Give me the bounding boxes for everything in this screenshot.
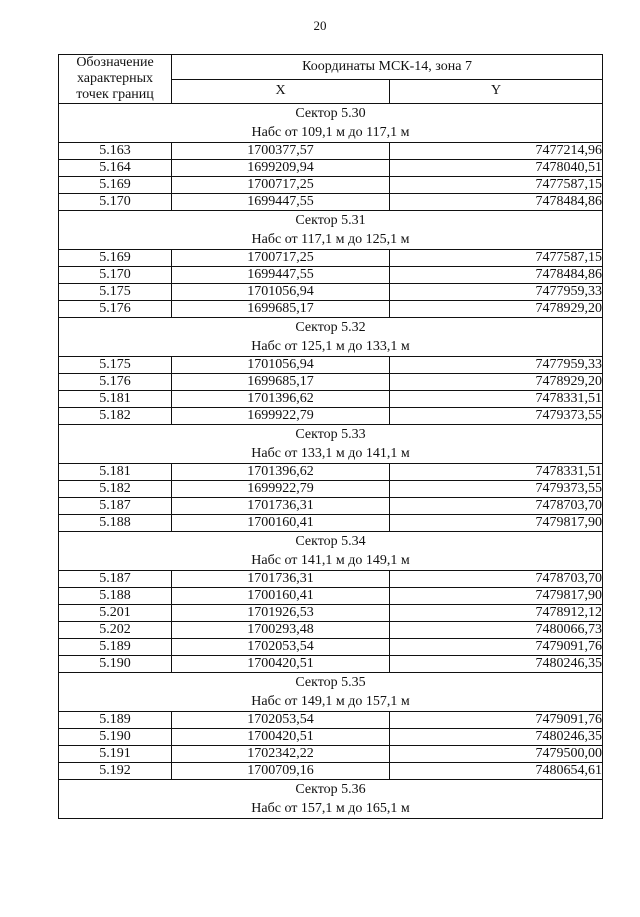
x-coordinate-cell: 1699209,94: [172, 160, 390, 177]
point-designation-cell: 5.170: [59, 194, 172, 211]
sector-header: [59, 104, 603, 143]
sector-height-range: Набс от 149,1 м до 157,1 м: [251, 694, 410, 709]
table-row: [59, 464, 603, 481]
table-row: [59, 763, 603, 780]
table-row: [59, 160, 603, 177]
sector-header: [59, 211, 603, 250]
x-coordinate-cell: 1700377,57: [172, 143, 390, 160]
y-coordinate-cell: 7478040,51: [390, 160, 603, 177]
point-designation-cell: 5.190: [59, 656, 172, 673]
x-coordinate-cell: 1700709,16: [172, 763, 390, 780]
y-coordinate-cell: 7477587,15: [390, 177, 603, 194]
table-row: [59, 143, 603, 160]
sector-height-range: Набс от 117,1 м до 125,1 м: [251, 232, 410, 247]
sector-title: Сектор 5.36: [295, 782, 366, 797]
sector-header: [59, 780, 603, 819]
point-designation-cell: 5.201: [59, 605, 172, 622]
point-designation-cell: 5.181: [59, 464, 172, 481]
x-coordinate-cell: 1700160,41: [172, 588, 390, 605]
y-coordinate-cell: 7478703,70: [390, 498, 603, 515]
table-row: [59, 588, 603, 605]
x-coordinate-cell: 1702053,54: [172, 639, 390, 656]
point-designation-cell: 5.187: [59, 498, 172, 515]
table-row: [59, 284, 603, 301]
sector-title: Сектор 5.35: [295, 675, 366, 690]
y-coordinate-cell: 7478331,51: [390, 464, 603, 481]
x-coordinate-cell: 1700717,25: [172, 177, 390, 194]
point-designation-cell: 5.192: [59, 763, 172, 780]
coordinates-table: [58, 54, 603, 819]
point-designation-cell: 5.175: [59, 357, 172, 374]
y-column-header: Y: [390, 79, 603, 104]
table-row: [59, 515, 603, 532]
table-row: [59, 391, 603, 408]
point-designation-cell: 5.169: [59, 177, 172, 194]
point-designation-cell: 5.175: [59, 284, 172, 301]
table-row: [59, 498, 603, 515]
y-coordinate-cell: 7477587,15: [390, 250, 603, 267]
table-row: [59, 639, 603, 656]
x-coordinate-cell: 1702342,22: [172, 746, 390, 763]
y-coordinate-cell: 7478484,86: [390, 194, 603, 211]
point-designation-cell: 5.188: [59, 515, 172, 532]
x-coordinate-cell: 1702053,54: [172, 712, 390, 729]
sector-title: Сектор 5.34: [295, 534, 366, 549]
table-row: [59, 729, 603, 746]
table-row: [59, 481, 603, 498]
y-coordinate-cell: 7477214,96: [390, 143, 603, 160]
sector-height-range: Набс от 125,1 м до 133,1 м: [251, 339, 410, 354]
table-row: [59, 656, 603, 673]
point-designation-cell: 5.188: [59, 588, 172, 605]
y-coordinate-cell: 7479373,55: [390, 408, 603, 425]
x-coordinate-cell: 1699685,17: [172, 301, 390, 318]
point-designation-cell: 5.182: [59, 481, 172, 498]
point-designation-cell: 5.187: [59, 571, 172, 588]
y-coordinate-cell: 7480654,61: [390, 763, 603, 780]
table-row: [59, 605, 603, 622]
sector-header-row: [59, 532, 603, 571]
y-coordinate-cell: 7478929,20: [390, 374, 603, 391]
y-coordinate-cell: 7480246,35: [390, 729, 603, 746]
x-coordinate-cell: 1701736,31: [172, 498, 390, 515]
x-coordinate-cell: 1701926,53: [172, 605, 390, 622]
table-row: [59, 267, 603, 284]
table-row: [59, 374, 603, 391]
x-column-header: X: [172, 79, 390, 104]
table-row: [59, 301, 603, 318]
table-row: [59, 746, 603, 763]
x-coordinate-cell: 1700420,51: [172, 656, 390, 673]
table-row: [59, 712, 603, 729]
header-row: [59, 55, 603, 80]
sector-header-row: [59, 104, 603, 143]
y-coordinate-cell: 7479091,76: [390, 639, 603, 656]
table-row: [59, 571, 603, 588]
x-coordinate-cell: 1699922,79: [172, 408, 390, 425]
y-coordinate-cell: 7479817,90: [390, 515, 603, 532]
y-coordinate-cell: 7480246,35: [390, 656, 603, 673]
x-coordinate-cell: 1701056,94: [172, 357, 390, 374]
sector-title: Сектор 5.31: [295, 213, 366, 228]
y-coordinate-cell: 7478484,86: [390, 267, 603, 284]
page-number: 20: [313, 18, 327, 33]
point-designation-cell: 5.189: [59, 639, 172, 656]
sector-title: Сектор 5.33: [295, 427, 366, 442]
point-designation-cell: 5.170: [59, 267, 172, 284]
sector-title: Сектор 5.30: [295, 106, 366, 121]
x-coordinate-cell: 1701396,62: [172, 391, 390, 408]
y-coordinate-cell: 7478912,12: [390, 605, 603, 622]
y-coordinate-cell: 7479817,90: [390, 588, 603, 605]
y-coordinate-cell: 7478331,51: [390, 391, 603, 408]
point-designation-cell: 5.181: [59, 391, 172, 408]
table-row: [59, 357, 603, 374]
table-row: [59, 622, 603, 639]
sector-header: [59, 673, 603, 712]
point-designation-cell: 5.182: [59, 408, 172, 425]
point-designation-cell: 5.189: [59, 712, 172, 729]
y-coordinate-cell: 7479500,00: [390, 746, 603, 763]
sector-height-range: Набс от 133,1 м до 141,1 м: [251, 446, 410, 461]
point-designation-cell: 5.191: [59, 746, 172, 763]
coordinates-system-header: Координаты МСК-14, зона 7: [172, 55, 603, 80]
point-designation-cell: 5.190: [59, 729, 172, 746]
sector-header: [59, 532, 603, 571]
x-coordinate-cell: 1700420,51: [172, 729, 390, 746]
sector-header-row: [59, 425, 603, 464]
y-coordinate-cell: 7478929,20: [390, 301, 603, 318]
x-coordinate-cell: 1701396,62: [172, 464, 390, 481]
sector-height-range: Набс от 109,1 м до 117,1 м: [251, 125, 410, 140]
point-designation-cell: 5.164: [59, 160, 172, 177]
x-coordinate-cell: 1700160,41: [172, 515, 390, 532]
point-designation-cell: 5.202: [59, 622, 172, 639]
y-coordinate-cell: 7479091,76: [390, 712, 603, 729]
sector-height-range: Набс от 141,1 м до 149,1 м: [251, 553, 410, 568]
y-coordinate-cell: 7478703,70: [390, 571, 603, 588]
point-designation-cell: 5.176: [59, 301, 172, 318]
x-coordinate-cell: 1699685,17: [172, 374, 390, 391]
x-coordinate-cell: 1699447,55: [172, 267, 390, 284]
sector-header-row: [59, 318, 603, 357]
x-coordinate-cell: 1700293,48: [172, 622, 390, 639]
y-coordinate-cell: 7479373,55: [390, 481, 603, 498]
x-coordinate-cell: 1699447,55: [172, 194, 390, 211]
table-row: [59, 408, 603, 425]
sector-header-row: [59, 673, 603, 712]
sector-header-row: [59, 780, 603, 819]
y-coordinate-cell: 7477959,33: [390, 284, 603, 301]
x-coordinate-cell: 1701736,31: [172, 571, 390, 588]
x-coordinate-cell: 1700717,25: [172, 250, 390, 267]
sector-header: [59, 318, 603, 357]
point-designation-cell: 5.163: [59, 143, 172, 160]
point-designation-header: Обозначение характерных точек границ: [59, 55, 172, 104]
table-row: [59, 194, 603, 211]
y-coordinate-cell: 7480066,73: [390, 622, 603, 639]
sector-height-range: Набс от 157,1 м до 165,1 м: [251, 801, 410, 816]
point-designation-cell: 5.169: [59, 250, 172, 267]
table-row: [59, 177, 603, 194]
point-designation-cell: 5.176: [59, 374, 172, 391]
sector-header: [59, 425, 603, 464]
sector-header-row: [59, 211, 603, 250]
y-coordinate-cell: 7477959,33: [390, 357, 603, 374]
x-coordinate-cell: 1701056,94: [172, 284, 390, 301]
sector-title: Сектор 5.32: [295, 320, 366, 335]
x-coordinate-cell: 1699922,79: [172, 481, 390, 498]
table-row: [59, 250, 603, 267]
